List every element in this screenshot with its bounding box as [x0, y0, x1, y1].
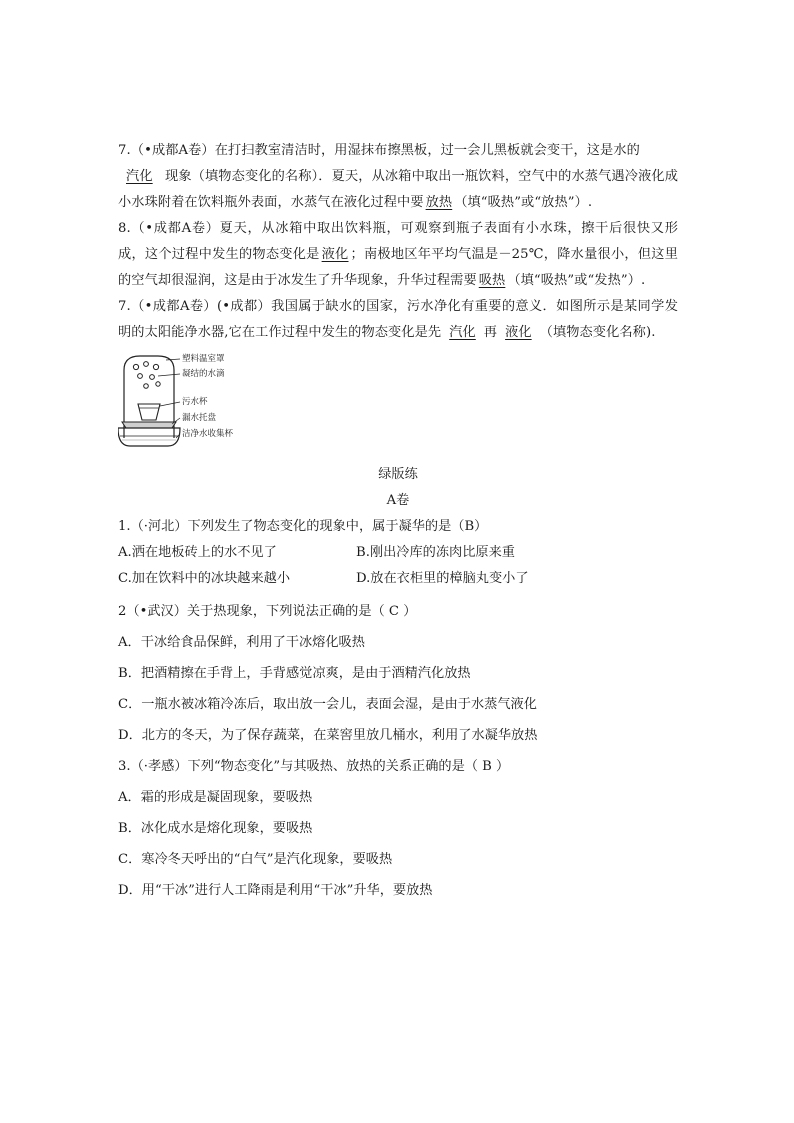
answer-blank-2: 放热	[425, 195, 453, 210]
option-b: B．冰化成水是熔化现象，要吸热	[118, 821, 313, 836]
figure-label-dirty-cup: 污水杯	[182, 397, 208, 407]
question-8-chengdu	[118, 216, 678, 294]
problem-2	[118, 596, 678, 751]
option-c: C．寒冷冬天呼出的“白气”是汽化现象，要吸热	[118, 852, 393, 867]
problem-1-stem: 1.（·河北）下列发生了物态变化的现象中，属于凝华的是（B）	[118, 519, 488, 534]
answer-blank-1: 汽化	[449, 325, 476, 340]
option-a: A．霜的形成是凝固现象，要吸热	[118, 790, 313, 805]
answer-blank-2: 吸热	[478, 273, 506, 288]
question-text: 8.（•成都A卷）夏天，从冰箱中取出饮料瓶，可观察到瓶子表面有小水珠，擦干后很快又形成，这个过程中发生的物态变化是	[118, 221, 678, 262]
problem-1-options-row-1	[118, 540, 678, 566]
answer-blank-2: 液化	[505, 325, 532, 340]
option-d: D.放在衣柜里的樟脑丸变小了	[356, 571, 529, 586]
figure-label-collector: 洁净水收集杯	[182, 429, 234, 439]
option-d: D．用“干冰”进行人工降雨是利用“干冰”升华，要放热	[118, 883, 433, 898]
option-a: A．干冰给食品保鲜，利用了干冰熔化吸热	[118, 635, 365, 650]
question-7-chengdu-purifier	[118, 294, 678, 346]
figure-label-droplets: 凝结的水滴	[182, 369, 225, 379]
question-text: 现象（填物态变化的名称）．夏天，从冰箱中取出一瓶饮料，空气中的水蒸气遇冷液化成小水珠附着在饮料瓶外表面，水蒸气在液化过程中要	[118, 169, 679, 210]
question-text: （填物态变化名称).	[539, 325, 656, 340]
problem-2-stem: 2（•武汉）关于热现象，下列说法正确的是（ C ）	[118, 604, 417, 619]
answer-blank-1: 液化	[321, 247, 349, 262]
problem-1-options-row-2	[118, 566, 678, 592]
question-text: 7.（•成都A卷）在打扫教室清洁时，用湿抹布擦黑板，过一会儿黑板就会变干，这是水的	[118, 143, 640, 158]
option-d: D．北方的冬天，为了保存蔬菜，在菜窖里放几桶水，利用了水凝华放热	[118, 728, 538, 743]
question-text: 7.（•成都A卷）(•成都）我国属于缺水的国家，污水净化有重要的意义．如图所示是某同学发明的太阳能净水器,它在工作过程中发生的物态变化是先	[118, 299, 678, 340]
problem-3-stem: 3.（·孝感）下列“物态变化”与其吸热、放热的关系正确的是（ B ）	[118, 759, 510, 774]
question-7-chengdu-clean	[118, 138, 678, 216]
option-c: C．一瓶水被冰箱冷冻后，取出放一会儿，表面会湿，是由于水蒸气液化	[118, 697, 537, 712]
section-title: 绿版练	[378, 467, 418, 482]
question-text: 再	[483, 325, 498, 340]
option-c: C.加在饮料中的冰块越来越小	[118, 571, 291, 586]
figure-label-tray: 漏水托盘	[182, 413, 217, 423]
question-text: ；南极地区年平均气温是－25℃，降水量很小，但这里的空气却很湿润，这是由于冰发生了升华现象，升华过程需要	[118, 247, 679, 288]
problem-3	[118, 751, 678, 906]
answer-blank-1: 汽化	[126, 169, 153, 184]
question-text: （填“吸热”或“放热”）.	[454, 195, 593, 210]
option-b: B.刚出冷库的冻肉比原来重	[356, 545, 515, 560]
figure-label-dome: 塑料温室罩	[182, 354, 225, 364]
option-a: A.洒在地板砖上的水不见了	[118, 545, 277, 560]
section-subtitle: A卷	[386, 493, 410, 508]
document-content	[118, 138, 678, 906]
question-text: （填“吸热”或“发热”）.	[507, 273, 646, 288]
solar-purifier-figure	[118, 354, 268, 454]
option-b: B．把酒精擦在手背上，手背感觉凉爽，是由于酒精汽化放热	[118, 666, 471, 681]
